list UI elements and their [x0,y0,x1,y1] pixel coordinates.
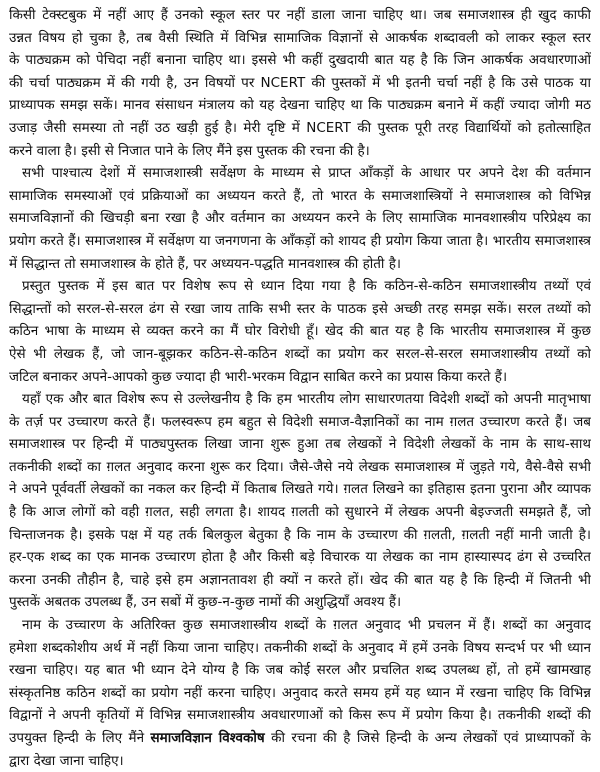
text-line: सिद्धान्तों को सरल-से-सरल ढंग से रखा जाय ताकि सभी स्तर के पाठक इसे अच्छी तरह समझ सकें। सरल तथ्यों को [9,300,591,317]
text-line: करना उनकी तौहीन है, चाहे इसे हम अज्ञानतावश ही क्यों न करते हों। खेद की बात यह है कि हिन्दी में जितनी भी [9,571,591,588]
text-line: यहाँ एक और बात विशेष रूप से उल्लेखनीय है कि हम भारतीय लोग साधारणतया विदेशी शब्दों को अपनी मातृभाषा [22,391,591,408]
text-line: प्रस्तुत पुस्तक में इस बात पर विशेष रूप से ध्यान दिया गया है कि कठिन-से-कठिन समाजशास्त्रीय तथ्यों एवं [22,278,591,295]
text-line: के तर्ज़ पर उच्चारण करते हैं। फलस्वरूप हम बहुत से विदेशी समाज-वैज्ञानिकों का नाम ग़लत उच्चारण करते हैं। जब [9,413,591,430]
text-line: नाम के उच्चारण के अतिरिक्त कुछ समाजशास्त्रीय शब्दों के ग़लत अनुवाद भी प्रचलन में हैं। शब्दों का अनुवाद [22,617,591,634]
text-line: करने वाला है। इसी से निजात पाने के लिए मैंने इस पुस्तक की रचना की है। [9,142,370,159]
text-line: विद्वानों ने अपनी कृतियों में विभिन्न समाजशास्त्रीय अवधारणाओं को किस रूप में प्रयोग किया है। तकनीकी शब्दों की [9,707,591,724]
text-line: रखना चाहिए। यह बात भी ध्यान देने योग्य है कि जब कोई सरल और प्रचलित शब्द उपलब्ध हों, तो हमें खामखाह [9,662,591,679]
paragraph [9,614,591,772]
text-line: कठिन भाषा के माध्यम से व्यक्त करने का मैं घोर विरोधी हूँ। खेद की बात यह है कि भारतीय समाजशास्त्र में कुछ [9,323,591,340]
text-line [9,727,591,750]
text-line: किसी टेक्स्टबुक में नहीं आए हैं उनको स्कूल स्तर पर नहीं डाला जाना चाहिए था। जब समाजशास्त्र ही खुद काफी [9,7,591,23]
text-line: उजाड़ जैसी समस्या तो नहीं उठ खड़ी हुई है। मेरी दृष्टि में NCERT की पुस्तक पूरी तरह विद्यार्थियों को हतोत्साहित [9,119,591,136]
paragraph [9,162,591,275]
text-line: संस्कृतनिष्ठ कठिन शब्दों का प्रयोग नहीं करना चाहिए। अनुवाद करते समय हमें यह ध्यान में रखना चाहिए कि विभिन्न [9,684,591,701]
text-line: पुस्तकें अबतक उपलब्ध हैं, उन सबों में कुछ-न-कुछ नामों की अशुद्धियाँ अवश्य हैं। [9,594,402,611]
text-line: की चर्चा पाठ्यक्रम में की गयी है, उन विषयों पर NCERT की पुस्तकों में भी इतनी चर्चा नहीं है कि उसे पाठक या [9,74,591,91]
text-line: ऐसे भी लेखक हैं, जो जान-बूझकर कठिन-से-कठिन शब्दों का प्रयोग कर सरल-से-सरल समाजशास्त्रीय तथ्यों को [9,345,591,362]
text-line: के पाठ्यक्रम को पेचिदा नहीं बनाना चाहिए था। इससे भी कहीं दुखदायी बात यह है कि जिन आकर्षक अवधारणाओं [9,52,591,69]
text-line: में सिद्धान्त तो समाजशास्त्र के होते हैं, पर अध्ययन-पद्धति मानवशास्त्र की होती है। [9,255,402,272]
text-line: चिन्ताजनक है। इसके पक्ष में यह तर्क बिलकुल बेतुका है कि नाम के उच्चारण की ग़लती, ग़लती नहीं मानी जाती है। [9,526,591,543]
paragraph [9,388,591,614]
text-line: हमेशा शब्दकोशीय अर्थ में नहीं किया जाना चाहिए। तकनीकी शब्दों के अनुवाद में हमें उनके विषय सन्दर्भ पर भी ध्यान [9,639,591,656]
paragraph [9,4,591,162]
text-line: सभी पाश्चात्य देशों में समाजशास्त्री सर्वेक्षण के माध्यम से प्राप्त आँकड़ों के आधार पर अपने देश की वर्तमान [22,165,591,182]
text-line: प्रयोग करते हैं। समाजशास्त्र में सर्वेक्षण या जनगणना के आँकड़ों को शायद ही प्रयोग किया जाता है। भारतीय समाजशास्त्र [9,232,591,249]
text-fragment: की रचना की है जिसे हिन्दी के अन्य लेखकों एवं प्राध्यापकों के [264,730,591,746]
text-line: उन्नत विषय हो चुका है, तब वैसी स्थिति में विभिन्न सामाजिक विज्ञानों से आकर्षक शब्दावली को लाकर स्कूल स्तर [9,29,591,46]
text-line: समाजशास्त्र पर हिन्दी में पाठ्यपुस्तक लिखा जाना शुरू हुआ तब लेखकों ने विदेशी लेखकों के नाम के साथ-साथ [9,436,591,453]
text-line: सामाजिक समस्याओं एवं प्रक्रियाओं का अध्ययन करते हैं, तो भारत के समाजशास्त्रियों ने समाजशास्त्र को विभिन्न [9,187,591,204]
text-line: तकनीकी शब्दों का ग़लत अनुवाद करना शुरू कर दिया। जैसे-जैसे नये लेखक समाजशास्त्र में जुड़ते गये, वैसे-वैसे सभी [9,458,591,475]
paragraph [9,275,591,388]
text-line: समाजविज्ञानों की खिचड़ी बना रखा है और वर्तमान का अध्ययन करने के लिए सामाजिक मानवशास्त्रीय परिप्रेक्ष्य का [9,210,591,227]
bold-term: समाजविज्ञान विश्वकोष [150,730,265,746]
text-line: ने अपने पूर्ववर्ती लेखकों का नकल कर हिन्दी में किताब लिखते गये। ग़लत लिखने का इतिहास इतना पुराना और व्यापक [9,481,591,498]
text-line: जटिल बनाकर अपने-आपको कुछ ज्यादा ही भारी-भरकम विद्वान साबित करने का प्रयास किया करते हैं। [9,368,508,385]
text-line: है कि आज लोगों को वही ग़लत, सही लगता है। शायद ग़लती को सुधारने में लेखक अपनी बेइज्जती समझते हैं, जो [9,504,591,521]
text-line: प्राध्यापक समझ सकें। मानव संसाधन मंत्रालय को यह देखना चाहिए था कि पाठ्यक्रम बनाने में कहीं ज्यादा जोगी मठ [9,97,591,114]
text-line: द्वारा देखा जाना चाहिए। [9,752,124,769]
text-line: हर-एक शब्द का एक मानक उच्चारण होता है और किसी बड़े विचारक या लेखक का नाम हास्यास्पद ढंग से उच्चरित [9,549,591,566]
text-fragment: उपयुक्त हिन्दी के लिए मैंने [9,730,151,746]
